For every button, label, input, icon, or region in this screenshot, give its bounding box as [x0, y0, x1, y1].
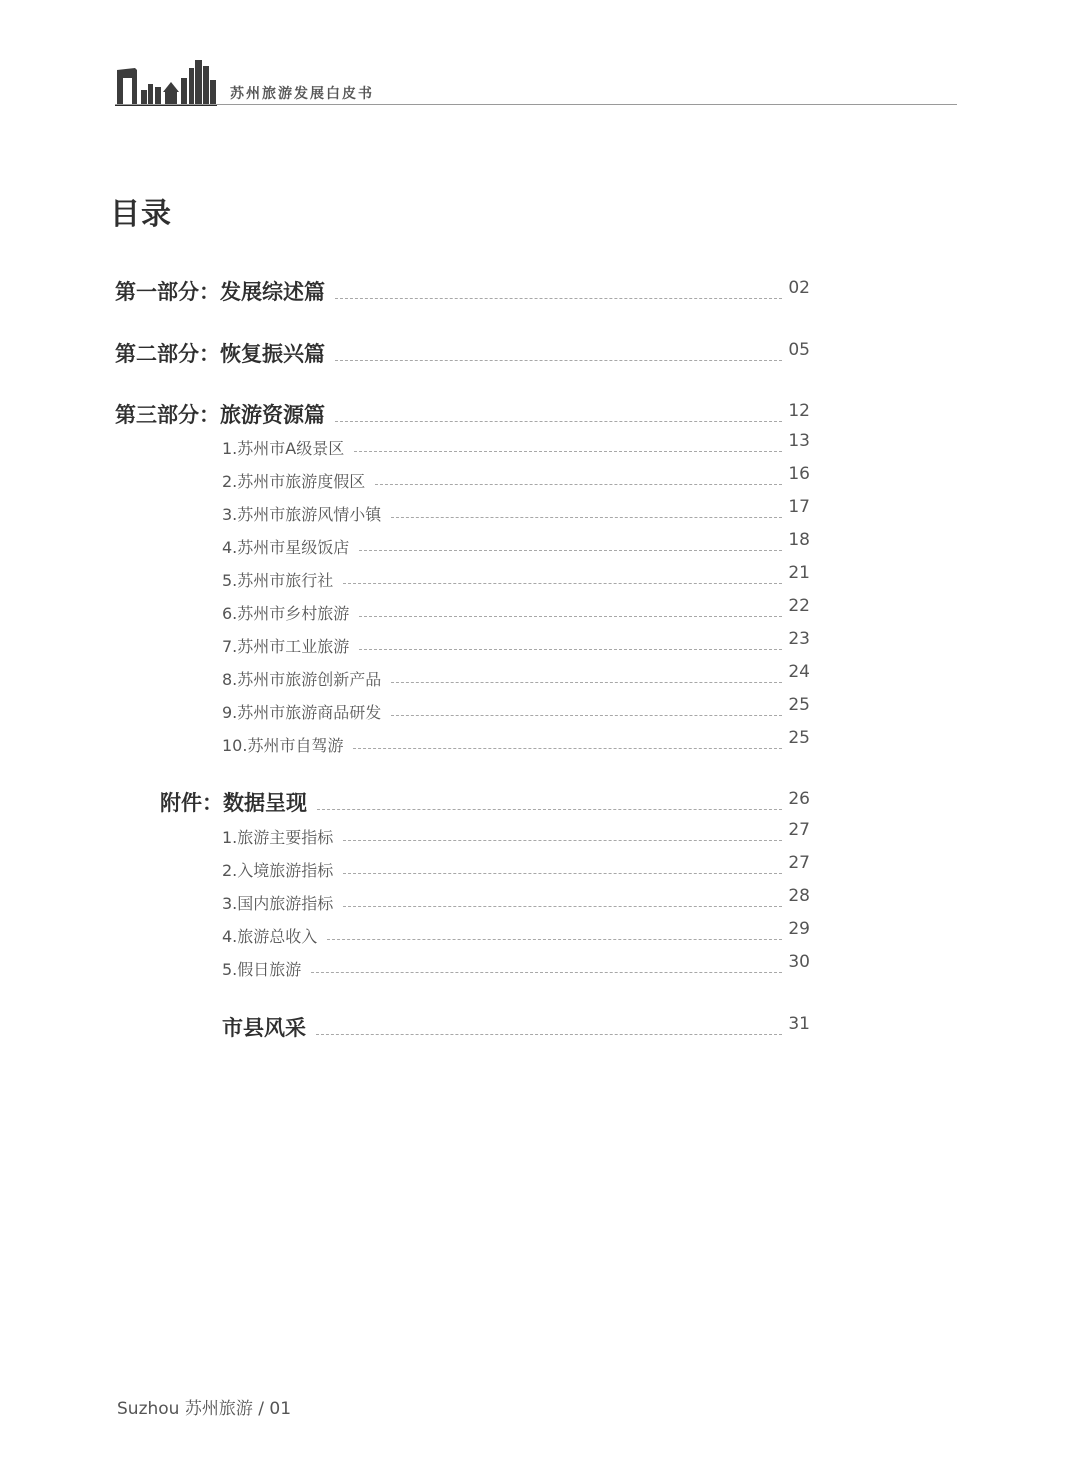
- toc-subentry[interactable]: [222, 853, 810, 881]
- toc-entry-label: 附件：数据呈现: [160, 791, 307, 815]
- toc-subentry[interactable]: [222, 464, 810, 492]
- toc-entry-label: 第二部分：恢复振兴篇: [115, 342, 325, 366]
- toc-entry-page: 29: [788, 919, 810, 939]
- dotted-leader: [353, 747, 782, 749]
- toc-subentry[interactable]: [222, 530, 810, 558]
- toc-entry-page: 22: [788, 596, 810, 616]
- dotted-leader: [359, 549, 782, 551]
- toc-entry-label: 第三部分：旅游资源篇: [115, 403, 325, 427]
- dotted-leader: [391, 714, 782, 716]
- toc-subentry[interactable]: [222, 728, 810, 756]
- toc-subentry[interactable]: [222, 563, 810, 591]
- toc-entry-page: 12: [788, 401, 810, 421]
- dotted-leader: [343, 905, 782, 907]
- toc-subentry[interactable]: [222, 431, 810, 459]
- toc-entry-label: 4.旅游总收入: [222, 927, 318, 946]
- toc-subentry[interactable]: [222, 662, 810, 690]
- dotted-leader: [311, 971, 782, 973]
- toc-entry-label: 4.苏州市星级饭店: [222, 538, 350, 557]
- dotted-leader: [317, 808, 782, 810]
- dotted-leader: [343, 582, 782, 584]
- toc-entry-label: 5.苏州市旅行社: [222, 571, 334, 590]
- toc-subentry[interactable]: [222, 695, 810, 723]
- toc-entry-page: 21: [788, 563, 810, 583]
- toc-entry-page: 25: [788, 728, 810, 748]
- toc-entry-page: 16: [788, 464, 810, 484]
- toc-entry-page: 31: [788, 1014, 810, 1034]
- page-footer: Suzhou 苏州旅游 / 01: [117, 1399, 292, 1419]
- toc-subentry[interactable]: [222, 596, 810, 624]
- toc-entry-city-county[interactable]: [222, 1012, 810, 1042]
- toc-entry-page: 27: [788, 853, 810, 873]
- toc-subentry[interactable]: [222, 919, 810, 947]
- toc-entry-label: 3.苏州市旅游风情小镇: [222, 505, 382, 524]
- toc-entry-page: 27: [788, 820, 810, 840]
- toc-entry-label: 9.苏州市旅游商品研发: [222, 703, 382, 722]
- toc-entry-page: 23: [788, 629, 810, 649]
- dotted-leader: [316, 1033, 782, 1035]
- toc-entry-label: 2.苏州市旅游度假区: [222, 472, 366, 491]
- toc-entry-label: 1.旅游主要指标: [222, 828, 334, 847]
- dotted-leader: [335, 420, 782, 422]
- toc-entry-page: 26: [788, 789, 810, 809]
- toc-entry-part-3[interactable]: [115, 399, 810, 429]
- toc-heading: 目录: [110, 197, 172, 232]
- toc-entry-label: 2.入境旅游指标: [222, 861, 334, 880]
- dotted-leader: [354, 450, 782, 452]
- toc-entry-appendix[interactable]: [160, 787, 810, 817]
- dotted-leader: [335, 359, 782, 361]
- header-title: 苏州旅游发展白皮书: [230, 86, 374, 102]
- toc-subentry[interactable]: [222, 820, 810, 848]
- toc-entry-label: 3.国内旅游指标: [222, 894, 334, 913]
- dotted-leader: [359, 648, 782, 650]
- toc-entry-label: 市县风采: [222, 1016, 306, 1040]
- toc-entry-page: 25: [788, 695, 810, 715]
- toc-entry-page: 28: [788, 886, 810, 906]
- toc-entry-page: 18: [788, 530, 810, 550]
- dotted-leader: [391, 516, 782, 518]
- toc-entry-label: 6.苏州市乡村旅游: [222, 604, 350, 623]
- toc-entry-label: 第一部分：发展综述篇: [115, 280, 325, 304]
- toc-entry-page: 17: [788, 497, 810, 517]
- toc-entry-page: 30: [788, 952, 810, 972]
- toc-entry-page: 05: [788, 340, 810, 360]
- toc-entry-page: 13: [788, 431, 810, 451]
- toc-subentry[interactable]: [222, 952, 810, 980]
- toc-entry-label: 10.苏州市自驾游: [222, 736, 344, 755]
- dotted-leader: [375, 483, 782, 485]
- toc-subentry[interactable]: [222, 629, 810, 657]
- toc-subentry[interactable]: [222, 886, 810, 914]
- toc-entry-part-1[interactable]: [115, 276, 810, 306]
- dotted-leader: [327, 938, 782, 940]
- dotted-leader: [343, 872, 782, 874]
- toc-entry-part-2[interactable]: [115, 338, 810, 368]
- dotted-leader: [343, 839, 782, 841]
- dotted-leader: [359, 615, 782, 617]
- toc-entry-page: 24: [788, 662, 810, 682]
- dotted-leader: [335, 297, 782, 299]
- toc-entry-page: 02: [788, 278, 810, 298]
- toc-entry-label: 7.苏州市工业旅游: [222, 637, 350, 656]
- dotted-leader: [391, 681, 782, 683]
- toc-entry-label: 8.苏州市旅游创新产品: [222, 670, 382, 689]
- toc-entry-label: 5.假日旅游: [222, 960, 302, 979]
- toc-subentry[interactable]: [222, 497, 810, 525]
- toc-entry-label: 1.苏州市A级景区: [222, 439, 345, 458]
